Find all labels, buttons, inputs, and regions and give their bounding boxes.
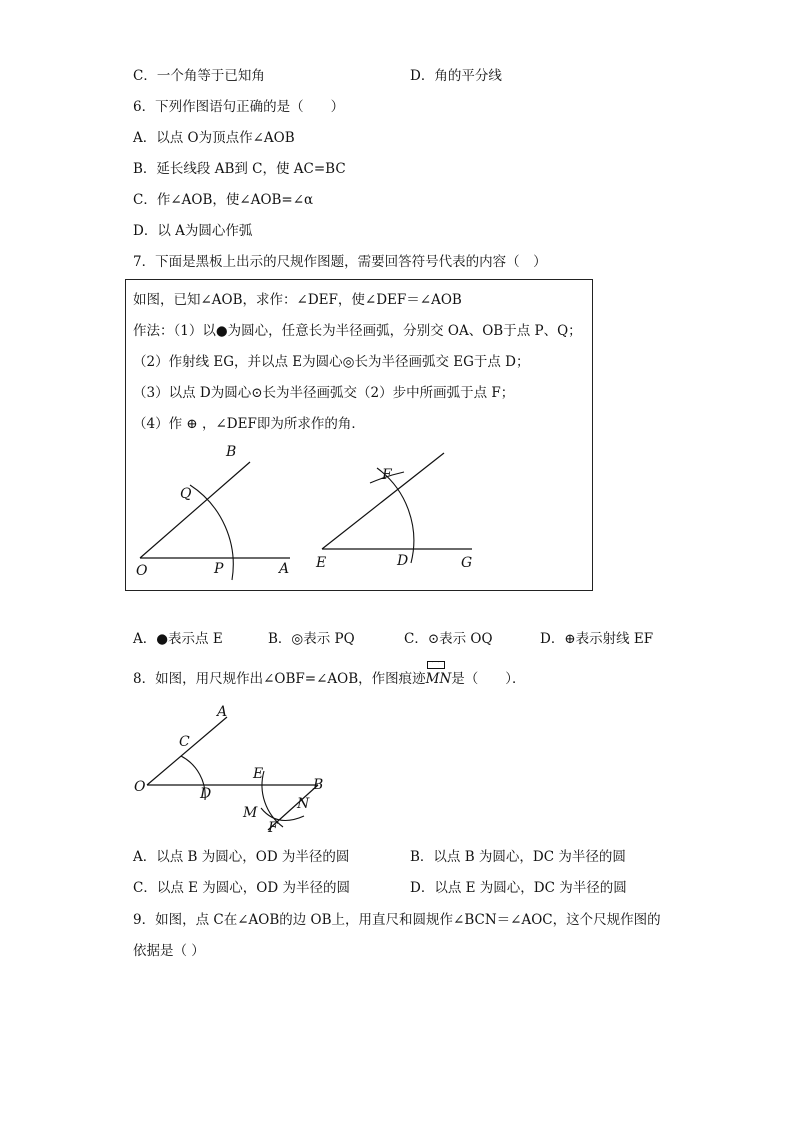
label-o-q8: O	[134, 779, 146, 795]
label-a: A	[279, 561, 290, 577]
label-n-q8: N	[297, 796, 310, 812]
q7-box-line-2: 作法：（1）以●为圆心，任意长为半径画弧，分别交 OA、OB于点 P、Q；	[133, 323, 582, 339]
q8-option-c: C．以点 E 为圆心，OD 为半径的圆	[133, 880, 350, 896]
q7-option-a: A．●表示点 E	[133, 631, 223, 647]
q6-option-d: D．以 A为圆心作弧	[133, 223, 253, 239]
label-c-q8: C	[179, 734, 190, 750]
q7-option-b: B．◎表示 PQ	[268, 631, 355, 647]
q6-option-a: A．以点 O为顶点作∠AOB	[133, 130, 295, 146]
label-m-q8: M	[243, 805, 258, 821]
label-o: O	[136, 563, 148, 579]
ray-oa-q8	[147, 717, 227, 785]
q6-option-b: B．延长线段 AB到 C，使 AC=BC	[133, 161, 346, 177]
label-e-q8: E	[253, 766, 264, 782]
label-p: P	[214, 561, 224, 577]
q9-stem-line-1: 9．如图，点 C在∠AOB的边 OB上，用直尺和圆规作∠BCN＝∠AOC，这个尺规作图的	[133, 912, 661, 928]
q8-stem-post: 是（ ）．	[451, 671, 526, 687]
label-q: Q	[180, 486, 192, 502]
label-b-q8: B	[313, 777, 324, 793]
label-f-q8: F	[268, 820, 278, 836]
q8-option-b: B．以点 B 为圆心，DC 为半径的圆	[410, 849, 626, 865]
label-g: G	[461, 555, 473, 571]
label-f: F	[382, 467, 392, 483]
q7-option-d: D．⊕表示射线 EF	[540, 631, 654, 647]
q7-option-c: C．⊙表示 OQ	[404, 631, 493, 647]
q8-option-d: D．以点 E 为圆心，DC 为半径的圆	[410, 880, 627, 896]
q7-box-line-5: （4）作 ⊕ ，∠DEF即为所求作的角．	[133, 416, 365, 432]
label-b: B	[226, 444, 237, 460]
q8-stem-pre: 8．如图，用尺规作出∠OBF=∠AOB，作图痕迹	[133, 671, 426, 687]
q6-option-c: C．作∠AOB，使∠AOB=∠α	[133, 192, 314, 208]
q7-box-line-4: （3）以点 D为圆心⊙长为半径画弧交（2）步中所画弧于点 F；	[133, 385, 515, 401]
q9-stem-line-2: 依据是（ ）	[133, 943, 205, 959]
q7-box-line-3: （2）作射线 EG，并以点 E为圆心◎长为半径画弧交 EG于点 D；	[133, 354, 530, 370]
label-d: D	[397, 553, 409, 569]
arc-hat-icon: ⌒	[427, 661, 445, 669]
q8-option-a: A．以点 B 为圆心，OD 为半径的圆	[133, 849, 350, 865]
q8-arc-mn-label: MN	[425, 671, 452, 687]
q5-option-d: D．角的平分线	[410, 68, 502, 84]
label-a-q8: A	[217, 704, 228, 720]
q6-stem: 6．下列作图语句正确的是（ ）	[133, 99, 345, 115]
label-d-q8: D	[200, 786, 212, 802]
q5-option-c: C．一个角等于已知角	[133, 68, 265, 84]
q7-box-line-1: 如图，已知∠AOB，求作：∠DEF，使∠DEF＝∠AOB	[133, 292, 462, 308]
label-e: E	[316, 555, 327, 571]
q7-stem: 7．下面是黑板上出示的尺规作图题，需要回答符号代表的内容（ ）	[133, 254, 547, 270]
